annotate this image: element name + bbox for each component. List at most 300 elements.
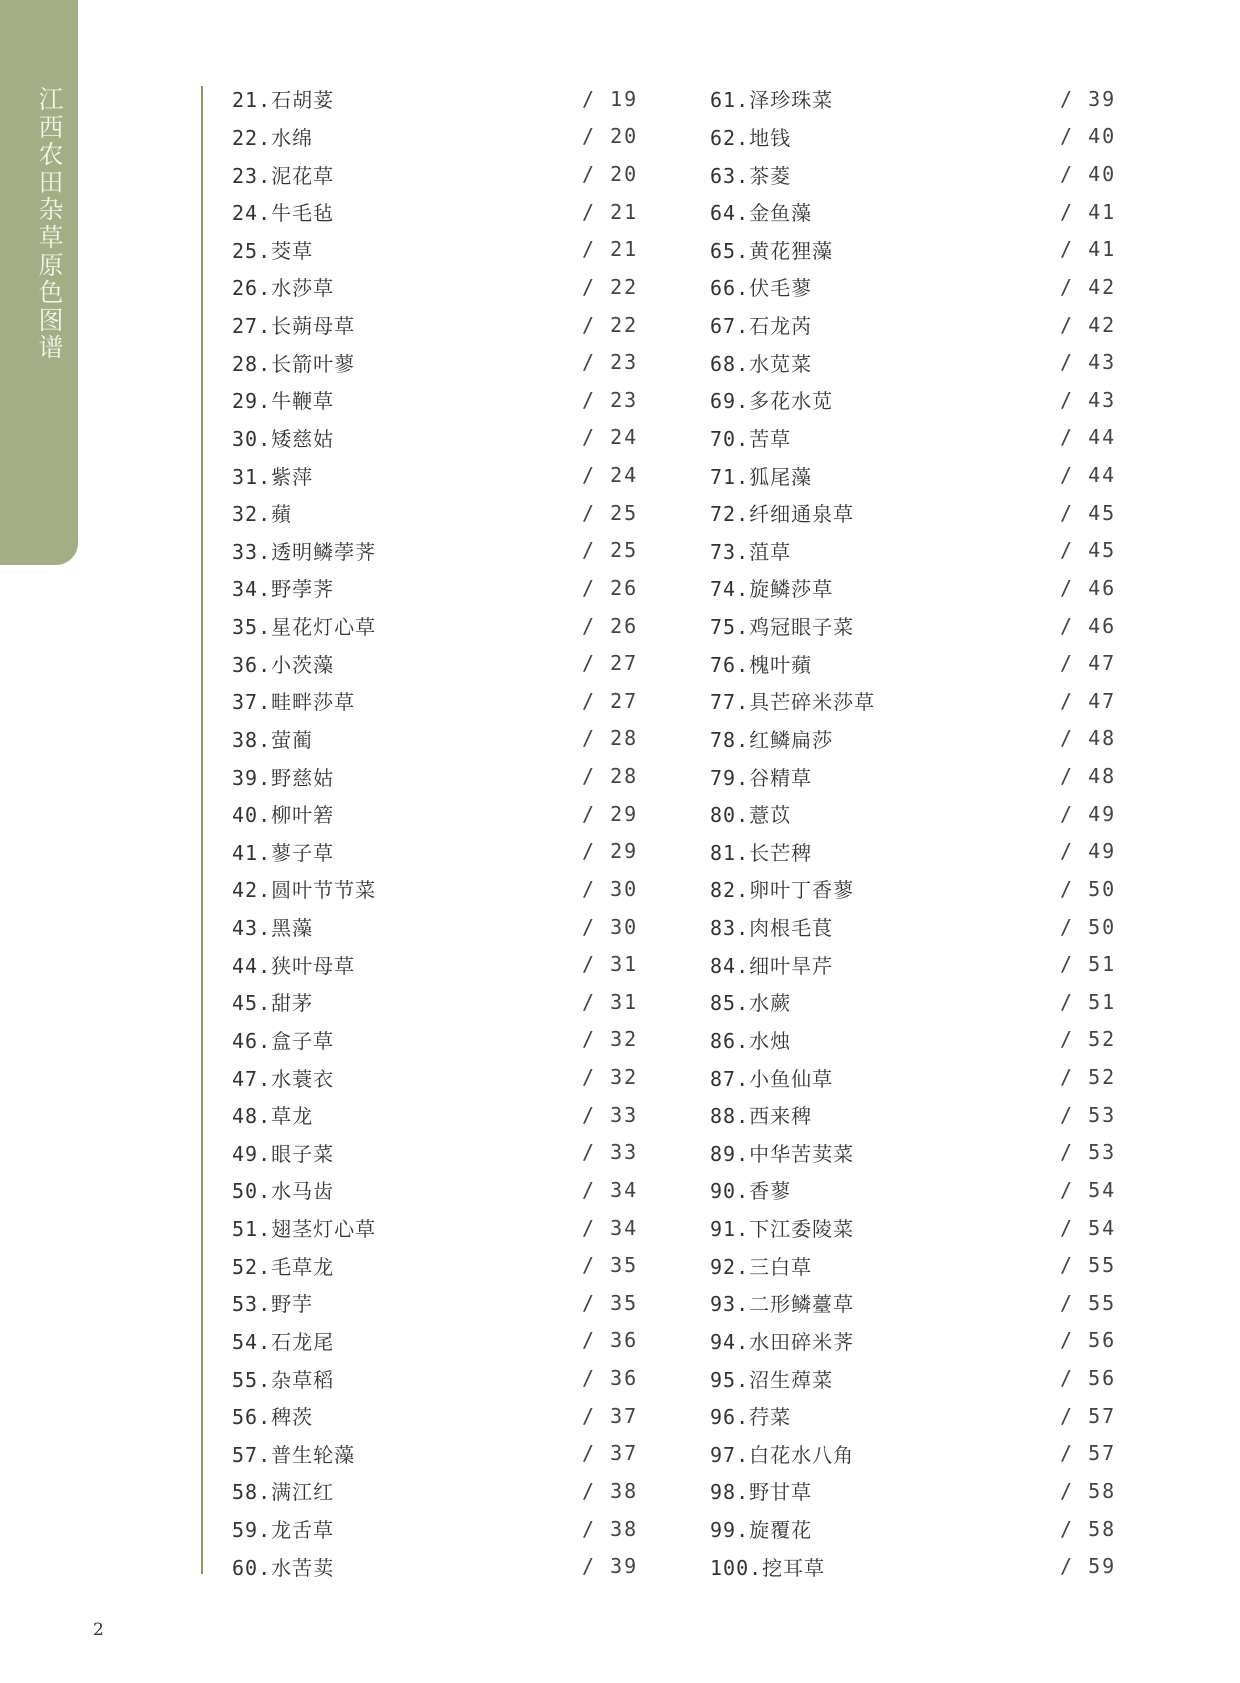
toc-entry[interactable]	[710, 682, 1117, 720]
toc-entry[interactable]	[232, 1058, 639, 1096]
toc-page-number: 32	[610, 1065, 639, 1090]
toc-entry-page	[1060, 688, 1117, 713]
toc-entry-page	[1060, 1253, 1117, 1278]
toc-entry[interactable]	[710, 795, 1117, 833]
toc-page-number: 47	[1088, 651, 1117, 676]
toc-page-number: 28	[610, 764, 639, 789]
page-separator: /	[1060, 274, 1089, 299]
toc-entry[interactable]	[232, 268, 639, 306]
toc-page-number: 35	[610, 1253, 639, 1278]
page-separator: /	[582, 952, 611, 977]
page-separator: /	[582, 651, 611, 676]
toc-entry-page	[582, 425, 639, 450]
page-separator: /	[582, 1516, 611, 1541]
toc-page-number: 41	[1088, 237, 1117, 262]
toc-entry[interactable]	[232, 833, 639, 871]
toc-entry-title: 57.普生轮藻	[232, 1442, 356, 1467]
toc-entry-title: 73.菹草	[710, 539, 792, 564]
toc-entry-title: 36.小茨藻	[232, 652, 335, 677]
toc-page-number: 35	[610, 1290, 639, 1315]
toc-page-number: 59	[1088, 1554, 1117, 1579]
toc-entry-page	[582, 651, 639, 676]
toc-entry-page	[582, 538, 639, 563]
toc-entry[interactable]	[232, 682, 639, 720]
page-separator: /	[1060, 1403, 1089, 1428]
toc-entry-page	[1060, 1102, 1117, 1127]
toc-entry[interactable]	[710, 1322, 1117, 1360]
toc-page-number: 44	[1088, 425, 1117, 450]
toc-entry-page	[1060, 1215, 1117, 1240]
toc-entry-page	[1060, 1478, 1117, 1503]
toc-page-number: 22	[610, 274, 639, 299]
toc-entry-page	[582, 500, 639, 525]
toc-entry[interactable]	[710, 1472, 1117, 1510]
toc-entry[interactable]	[710, 494, 1117, 532]
toc-entry[interactable]	[232, 532, 639, 570]
toc-entry[interactable]	[232, 569, 639, 607]
toc-entry-page	[582, 463, 639, 488]
toc-page-number: 37	[610, 1403, 639, 1428]
toc-entry-page	[1060, 124, 1117, 149]
toc-column-left	[232, 80, 639, 1585]
page-separator: /	[1060, 764, 1089, 789]
toc-entry-title: 31.紫萍	[232, 464, 314, 489]
toc-entry[interactable]	[232, 607, 639, 645]
page-separator: /	[582, 1177, 611, 1202]
toc-page-number: 38	[610, 1478, 639, 1503]
toc-entry-page	[1060, 86, 1117, 111]
toc-entry[interactable]	[232, 80, 639, 118]
toc-entry[interactable]	[710, 306, 1117, 344]
toc-entry[interactable]	[710, 720, 1117, 758]
toc-entry-title: 61.泽珍珠菜	[710, 88, 834, 113]
page-separator: /	[582, 463, 611, 488]
toc-entry-page	[1060, 1290, 1117, 1315]
page-separator: /	[1060, 425, 1089, 450]
toc-entry-title: 81.长芒稗	[710, 840, 813, 865]
toc-entry-title: 66.伏毛蓼	[710, 276, 813, 301]
toc-page-number: 42	[1088, 274, 1117, 299]
toc-entry-title: 37.畦畔莎草	[232, 690, 356, 715]
toc-page-number: 40	[1088, 162, 1117, 187]
toc-entry-page	[582, 1027, 639, 1052]
page-separator: /	[582, 688, 611, 713]
toc-entry[interactable]	[710, 268, 1117, 306]
toc-entry[interactable]	[232, 231, 639, 269]
page-separator: /	[582, 124, 611, 149]
toc-entry-page	[582, 1140, 639, 1165]
toc-entry-title: 26.水莎草	[232, 276, 335, 301]
page-separator: /	[582, 1065, 611, 1090]
toc-entry-title: 46.盒子草	[232, 1028, 335, 1053]
toc-entry-title: 79.谷精草	[710, 765, 813, 790]
toc-entry[interactable]	[710, 1359, 1117, 1397]
toc-entry-title: 88.西来稗	[710, 1104, 813, 1129]
toc-entry-title: 42.圆叶节节菜	[232, 878, 377, 903]
toc-entry[interactable]	[710, 231, 1117, 269]
toc-entry-title: 39.野慈姑	[232, 765, 335, 790]
toc-page-number: 32	[610, 1027, 639, 1052]
page-separator: /	[582, 839, 611, 864]
page-separator: /	[582, 387, 611, 412]
toc-page-number: 31	[610, 989, 639, 1014]
page-separator: /	[1060, 1366, 1089, 1391]
toc-entry-page	[582, 1328, 639, 1353]
toc-entry-title: 91.下江委陵菜	[710, 1217, 855, 1242]
toc-entry-title: 93.二形鳞薹草	[710, 1292, 855, 1317]
toc-entry-title: 48.草龙	[232, 1104, 314, 1129]
page-separator: /	[1060, 1140, 1089, 1165]
toc-page-number: 45	[1088, 538, 1117, 563]
page-separator: /	[582, 801, 611, 826]
toc-page-number: 29	[610, 839, 639, 864]
page-separator: /	[1060, 876, 1089, 901]
toc-page-number: 34	[610, 1215, 639, 1240]
toc-entry[interactable]	[232, 1246, 639, 1284]
toc-entry[interactable]	[710, 1096, 1117, 1134]
toc-entry[interactable]	[710, 118, 1117, 156]
toc-entry-page	[1060, 387, 1117, 412]
toc-page-number: 30	[610, 876, 639, 901]
toc-page-number: 45	[1088, 500, 1117, 525]
toc-page-number: 39	[1088, 86, 1117, 111]
toc-page-number: 57	[1088, 1441, 1117, 1466]
toc-entry-page	[582, 86, 639, 111]
page-separator: /	[582, 764, 611, 789]
toc-entry[interactable]	[232, 757, 639, 795]
toc-entry-title: 100.挖耳草	[710, 1555, 826, 1580]
toc-entry-title: 71.狐尾藻	[710, 464, 813, 489]
toc-page-number: 27	[610, 651, 639, 676]
toc-entry-title: 44.狭叶母草	[232, 953, 356, 978]
toc-entry[interactable]	[710, 1435, 1117, 1473]
toc-page-number: 49	[1088, 801, 1117, 826]
toc-entry-title: 28.长箭叶蓼	[232, 351, 356, 376]
toc-page-number: 26	[610, 575, 639, 600]
page-separator: /	[1060, 86, 1089, 111]
toc-entry[interactable]	[710, 983, 1117, 1021]
toc-entry-page	[1060, 1065, 1117, 1090]
toc-page-number: 57	[1088, 1403, 1117, 1428]
toc-entry-page	[1060, 613, 1117, 638]
toc-entry[interactable]	[232, 381, 639, 419]
toc-entry[interactable]	[232, 456, 639, 494]
toc-entry-title: 43.黑藻	[232, 916, 314, 941]
toc-entry-title: 64.金鱼藻	[710, 201, 813, 226]
toc-page-number: 31	[610, 952, 639, 977]
page-separator: /	[1060, 952, 1089, 977]
toc-entry-page	[1060, 1366, 1117, 1391]
toc-entry-title: 76.槐叶蘋	[710, 652, 813, 677]
toc-entry[interactable]	[232, 908, 639, 946]
toc-entry[interactable]	[710, 1171, 1117, 1209]
page-separator: /	[1060, 839, 1089, 864]
toc-entry[interactable]	[232, 983, 639, 1021]
toc-entry-title: 90.香蓼	[710, 1179, 792, 1204]
toc-entry[interactable]	[710, 193, 1117, 231]
toc-entry-title: 62.地钱	[710, 125, 792, 150]
toc-entry-page	[1060, 1441, 1117, 1466]
toc-entry-page	[582, 1215, 639, 1240]
toc-page-number: 44	[1088, 463, 1117, 488]
toc-entry-title: 87.小鱼仙草	[710, 1066, 834, 1091]
page-separator: /	[1060, 801, 1089, 826]
toc-page-number: 38	[610, 1516, 639, 1541]
toc-page-number: 26	[610, 613, 639, 638]
toc-entry-title: 63.茶菱	[710, 163, 792, 188]
page-separator: /	[582, 989, 611, 1014]
toc-entry-title: 52.毛草龙	[232, 1254, 335, 1279]
column-divider	[201, 86, 203, 1574]
toc-entry[interactable]	[710, 1284, 1117, 1322]
toc-page-number: 25	[610, 500, 639, 525]
toc-entry[interactable]	[232, 1547, 639, 1585]
toc-entry[interactable]	[710, 945, 1117, 983]
page-separator: /	[582, 237, 611, 262]
page-separator: /	[582, 1328, 611, 1353]
page-separator: /	[1060, 1478, 1089, 1503]
toc-entry[interactable]	[710, 381, 1117, 419]
toc-page-number: 36	[610, 1366, 639, 1391]
toc-entry-page	[582, 839, 639, 864]
toc-entry[interactable]	[232, 1284, 639, 1322]
page-separator: /	[582, 876, 611, 901]
toc-entry-title: 29.牛鞭草	[232, 389, 335, 414]
toc-entry[interactable]	[232, 1209, 639, 1247]
page-separator: /	[582, 1366, 611, 1391]
toc-entry-page	[1060, 350, 1117, 375]
toc-entry[interactable]	[710, 1209, 1117, 1247]
toc-entry-page	[1060, 1177, 1117, 1202]
toc-entry[interactable]	[710, 155, 1117, 193]
toc-page-number: 34	[610, 1177, 639, 1202]
toc-entry[interactable]	[232, 1134, 639, 1172]
toc-entry-title: 85.水蕨	[710, 991, 792, 1016]
page-separator: /	[582, 726, 611, 751]
toc-page-number: 54	[1088, 1215, 1117, 1240]
toc-entry[interactable]	[710, 1510, 1117, 1548]
page-separator: /	[1060, 237, 1089, 262]
toc-entry-page	[582, 1441, 639, 1466]
toc-entry[interactable]	[232, 945, 639, 983]
toc-entry-page	[1060, 274, 1117, 299]
toc-page-number: 50	[1088, 914, 1117, 939]
toc-entry-page	[582, 1253, 639, 1278]
page-separator: /	[1060, 1177, 1089, 1202]
toc-page-number: 23	[610, 350, 639, 375]
toc-entry-title: 70.苦草	[710, 426, 792, 451]
page-separator: /	[1060, 1102, 1089, 1127]
page-separator: /	[1060, 688, 1089, 713]
toc-entry[interactable]	[710, 569, 1117, 607]
toc-entry[interactable]	[232, 870, 639, 908]
toc-entry[interactable]	[710, 1134, 1117, 1172]
toc-entry-page	[1060, 1027, 1117, 1052]
toc-entry[interactable]	[232, 419, 639, 457]
toc-entry[interactable]	[232, 644, 639, 682]
toc-page-number: 30	[610, 914, 639, 939]
toc-entry[interactable]	[710, 908, 1117, 946]
page-separator: /	[1060, 914, 1089, 939]
toc-entry-title: 97.白花水八角	[710, 1442, 855, 1467]
toc-entry[interactable]	[710, 1547, 1117, 1585]
toc-entry-title: 80.薏苡	[710, 803, 792, 828]
toc-entry[interactable]	[710, 456, 1117, 494]
toc-entry-title: 25.茭草	[232, 238, 314, 263]
page-separator: /	[582, 1102, 611, 1127]
page-separator: /	[582, 199, 611, 224]
toc-entry-page	[1060, 651, 1117, 676]
page-separator: /	[582, 350, 611, 375]
toc-entry[interactable]	[232, 1472, 639, 1510]
toc-entry-page	[582, 1403, 639, 1428]
toc-entry[interactable]	[232, 1322, 639, 1360]
toc-entry-title: 75.鸡冠眼子菜	[710, 615, 855, 640]
toc-page-number: 19	[610, 86, 639, 111]
toc-entry[interactable]	[710, 1246, 1117, 1284]
toc-entry[interactable]	[710, 1397, 1117, 1435]
page-separator: /	[582, 86, 611, 111]
toc-entry-title: 58.满江红	[232, 1480, 335, 1505]
toc-page-number: 42	[1088, 312, 1117, 337]
toc-entry[interactable]	[710, 532, 1117, 570]
toc-entry[interactable]	[710, 419, 1117, 457]
toc-entry-title: 86.水烛	[710, 1028, 792, 1053]
toc-entry-title: 41.蓼子草	[232, 840, 335, 865]
toc-entry[interactable]	[232, 193, 639, 231]
toc-entry-page	[1060, 952, 1117, 977]
toc-page-number: 51	[1088, 952, 1117, 977]
toc-page-number: 58	[1088, 1478, 1117, 1503]
page-separator: /	[582, 1140, 611, 1165]
toc-entry-title: 59.龙舌草	[232, 1518, 335, 1543]
toc-entry[interactable]	[710, 757, 1117, 795]
page-separator: /	[582, 1253, 611, 1278]
toc-entry[interactable]	[232, 795, 639, 833]
toc-entry-title: 60.水苦荬	[232, 1555, 335, 1580]
toc-entry-page	[1060, 876, 1117, 901]
toc-page-number: 43	[1088, 387, 1117, 412]
toc-entry-title: 94.水田碎米荠	[710, 1329, 855, 1354]
toc-entry[interactable]	[232, 1510, 639, 1548]
page-separator: /	[582, 500, 611, 525]
toc-entry[interactable]	[232, 1397, 639, 1435]
toc-entry-title: 40.柳叶箬	[232, 803, 335, 828]
toc-entry-page	[582, 914, 639, 939]
toc-entry-title: 55.杂草稻	[232, 1367, 335, 1392]
toc-entry-page	[1060, 801, 1117, 826]
toc-entry-page	[1060, 726, 1117, 751]
toc-entry-page	[582, 162, 639, 187]
toc-entry-title: 77.具芒碎米莎草	[710, 690, 876, 715]
toc-page-number: 53	[1088, 1140, 1117, 1165]
toc-page-number: 33	[610, 1140, 639, 1165]
page-separator: /	[1060, 613, 1089, 638]
toc-entry-title: 98.野甘草	[710, 1480, 813, 1505]
toc-page-number: 46	[1088, 575, 1117, 600]
toc-entry[interactable]	[710, 80, 1117, 118]
toc-entry[interactable]	[232, 1435, 639, 1473]
page-separator: /	[1060, 162, 1089, 187]
toc-entry[interactable]	[232, 118, 639, 156]
toc-entry-page	[1060, 312, 1117, 337]
toc-entry[interactable]	[232, 720, 639, 758]
toc-entry-title: 47.水蓑衣	[232, 1066, 335, 1091]
toc-entry-page	[1060, 1516, 1117, 1541]
toc-page-number: 48	[1088, 764, 1117, 789]
toc-page-number: 55	[1088, 1253, 1117, 1278]
page-separator: /	[1060, 726, 1089, 751]
toc-page-number: 50	[1088, 876, 1117, 901]
toc-entry-page	[1060, 989, 1117, 1014]
toc-entry-page	[1060, 199, 1117, 224]
toc-page-number: 21	[610, 237, 639, 262]
page-separator: /	[1060, 989, 1089, 1014]
toc-page-number: 46	[1088, 613, 1117, 638]
toc-entry-title: 38.萤蔺	[232, 727, 314, 752]
toc-page-number: 47	[1088, 688, 1117, 713]
page-separator: /	[1060, 500, 1089, 525]
toc-entry-page	[582, 688, 639, 713]
page-separator: /	[582, 1441, 611, 1466]
toc-entry[interactable]	[710, 607, 1117, 645]
page-separator: /	[582, 425, 611, 450]
toc-entry-title: 33.透明鳞荸荠	[232, 539, 377, 564]
toc-entry[interactable]	[232, 1096, 639, 1134]
page-separator: /	[582, 1554, 611, 1579]
toc-page-number: 52	[1088, 1027, 1117, 1052]
toc-entry[interactable]	[232, 343, 639, 381]
page-separator: /	[582, 1215, 611, 1240]
toc-entry[interactable]	[710, 1058, 1117, 1096]
page-separator: /	[1060, 1516, 1089, 1541]
toc-entry-title: 82.卵叶丁香蓼	[710, 878, 855, 903]
toc-entry[interactable]	[232, 306, 639, 344]
toc-entry[interactable]	[232, 494, 639, 532]
toc-entry[interactable]	[710, 870, 1117, 908]
toc-entry[interactable]	[710, 833, 1117, 871]
toc-entry-title: 49.眼子菜	[232, 1141, 335, 1166]
toc-entry-title: 24.牛毛毡	[232, 201, 335, 226]
toc-entry[interactable]	[232, 155, 639, 193]
page-separator: /	[1060, 312, 1089, 337]
toc-entry[interactable]	[232, 1171, 639, 1209]
toc-entry-title: 22.水绵	[232, 125, 314, 150]
toc-entry[interactable]	[710, 343, 1117, 381]
toc-entry-page	[582, 1177, 639, 1202]
toc-entry[interactable]	[710, 1021, 1117, 1059]
toc-page-number: 24	[610, 463, 639, 488]
toc-page-number: 40	[1088, 124, 1117, 149]
toc-entry-title: 65.黄花狸藻	[710, 238, 834, 263]
page-separator: /	[1060, 651, 1089, 676]
toc-page-number: 24	[610, 425, 639, 450]
toc-entry-page	[1060, 1140, 1117, 1165]
toc-entry-page	[1060, 575, 1117, 600]
toc-entry-title: 34.野荸荠	[232, 577, 335, 602]
toc-entry-page	[582, 312, 639, 337]
toc-entry-title: 21.石胡荽	[232, 88, 335, 113]
toc-page-number: 20	[610, 124, 639, 149]
toc-page-number: 28	[610, 726, 639, 751]
page-number: 2	[93, 1620, 104, 1640]
toc-entry[interactable]	[710, 644, 1117, 682]
toc-entry[interactable]	[232, 1359, 639, 1397]
toc-entry[interactable]	[232, 1021, 639, 1059]
toc-entry-page	[1060, 425, 1117, 450]
toc-entry-title: 32.蘋	[232, 502, 293, 527]
toc-entry-page	[582, 350, 639, 375]
